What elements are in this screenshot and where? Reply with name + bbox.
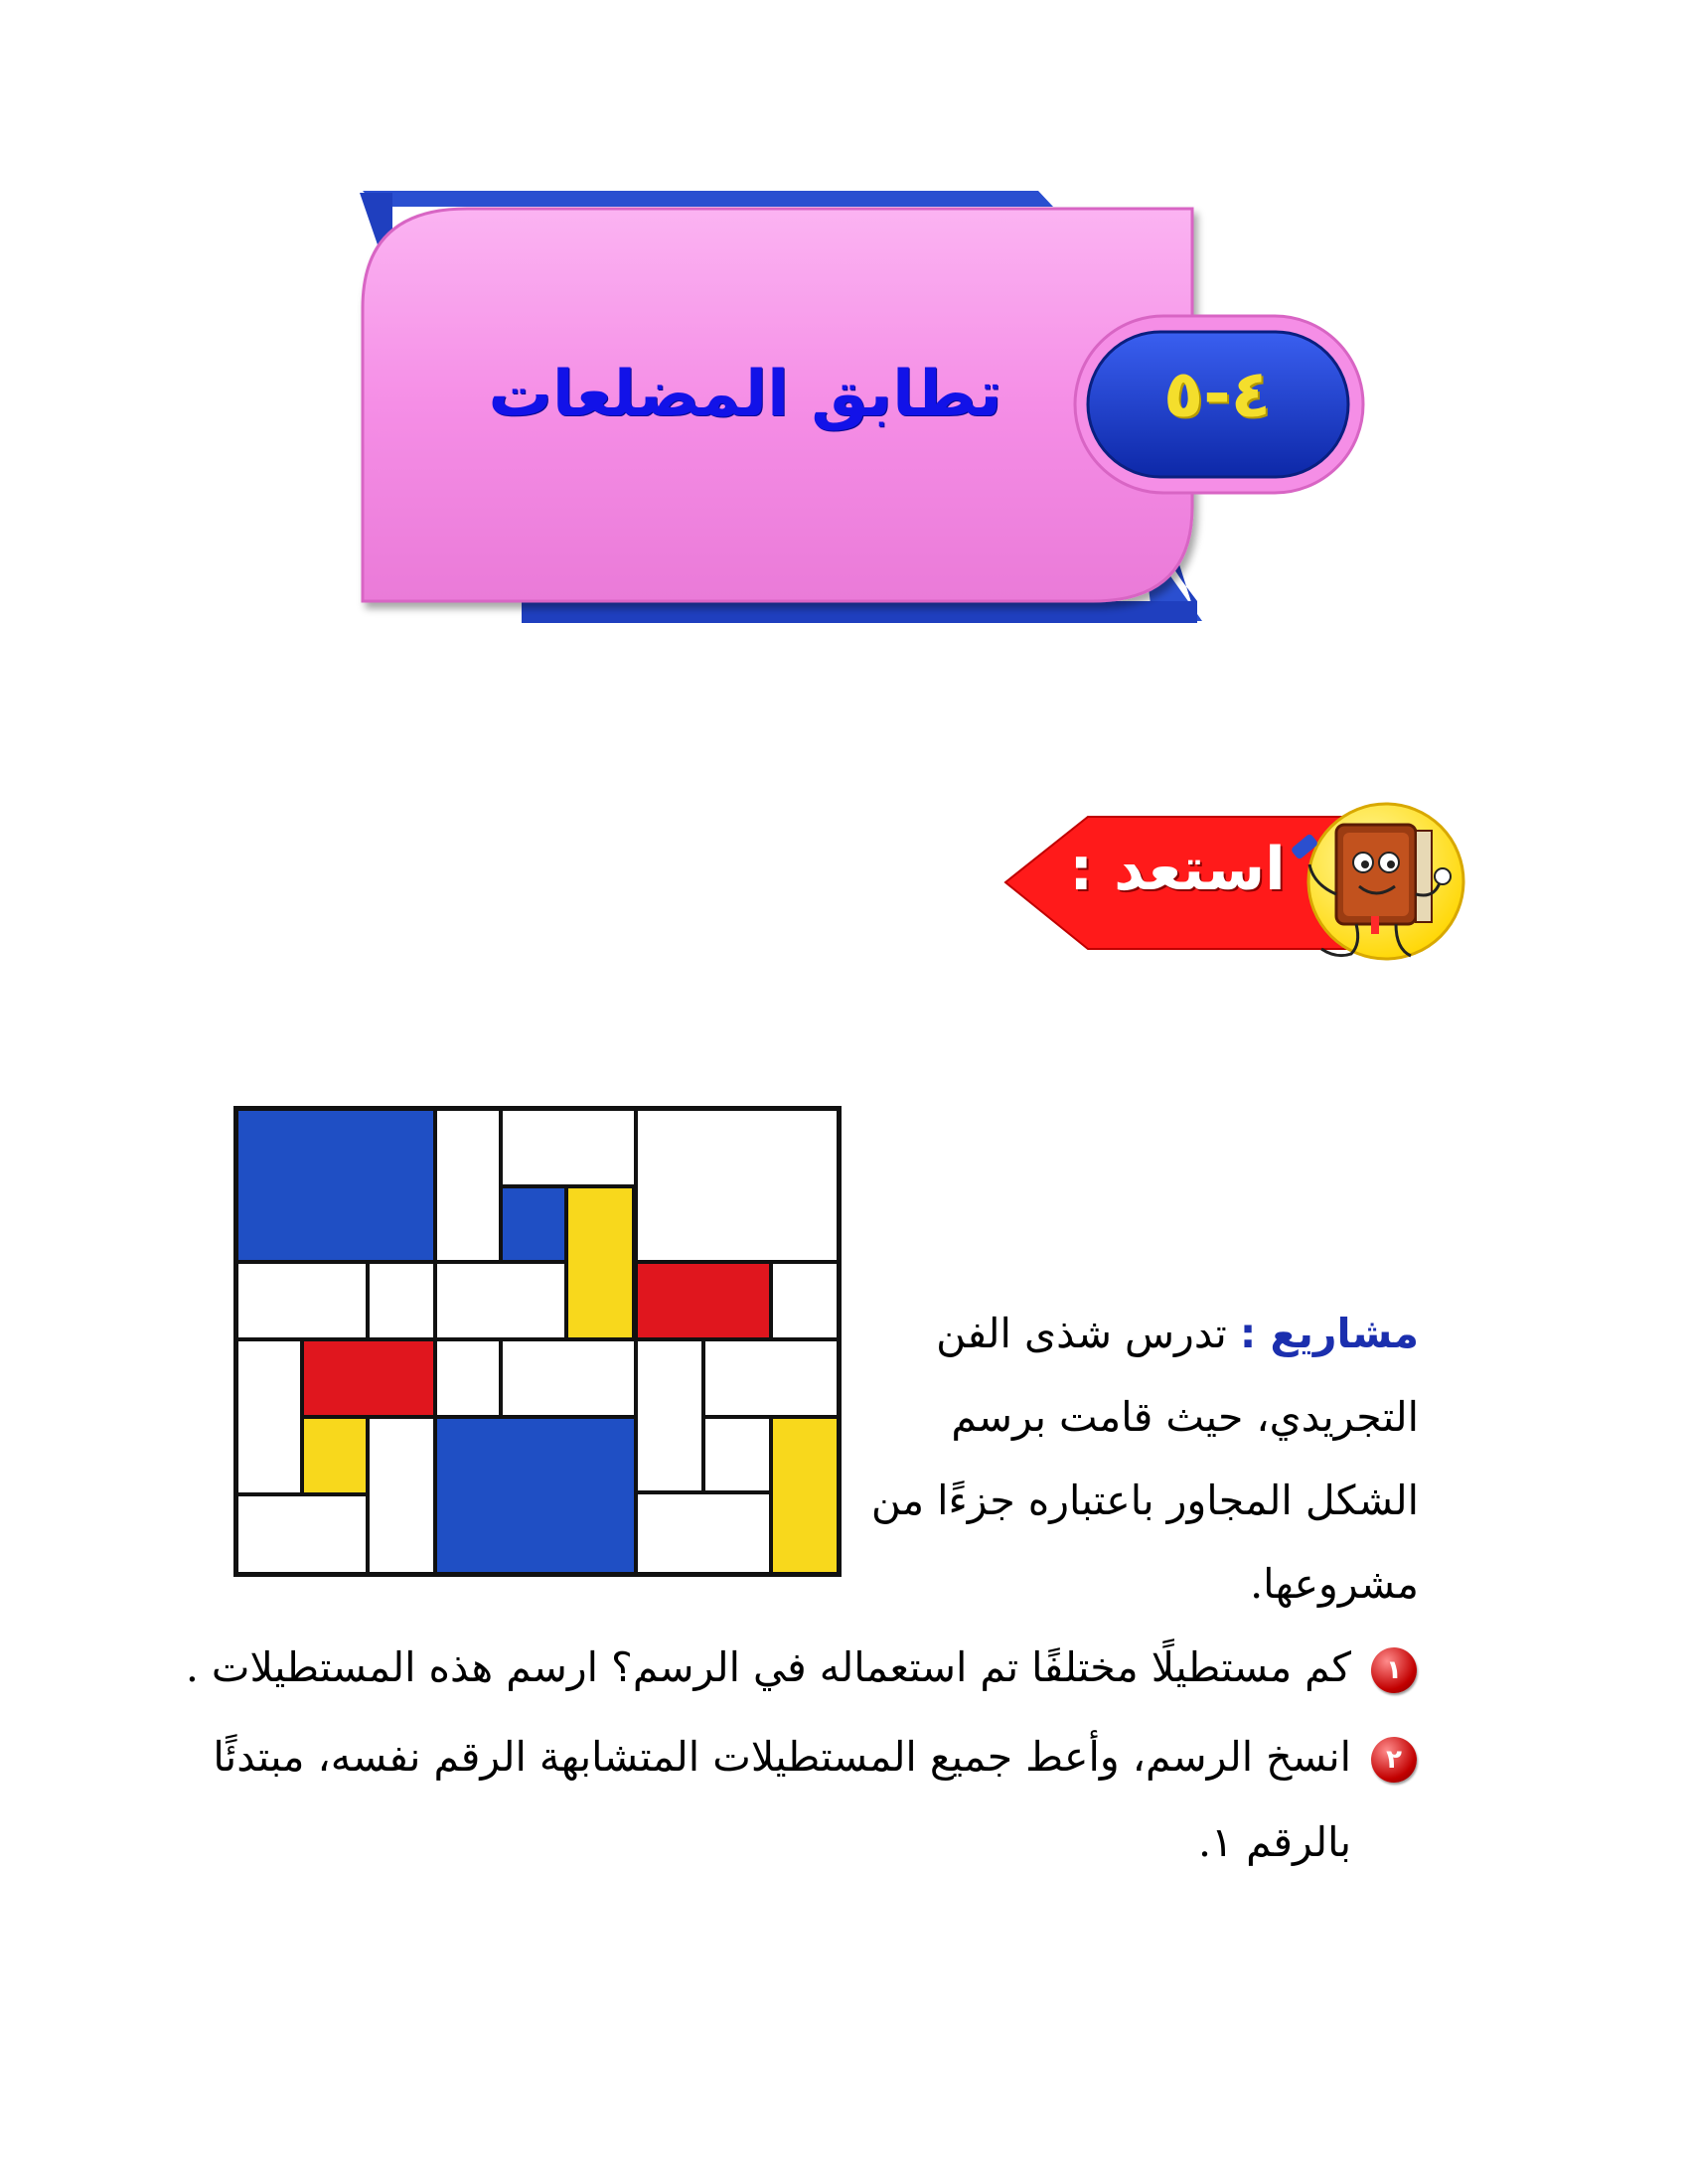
question-text: كم مستطيلًا مختلفًا تم استعماله في الرسم؟ ارسم هذه المستطيلات . xyxy=(185,1643,1351,1691)
lesson-title: تطابق المضلعات xyxy=(488,358,1002,431)
paragraph-line-4: مشروعها. xyxy=(1250,1560,1419,1608)
paragraph-line-1 xyxy=(936,1310,1419,1357)
paragraph-line-2: التجريدي، حيث قامت برسم xyxy=(951,1393,1419,1441)
question-text: انسخ الرسم، وأعط جميع المستطيلات المتشابهة الرقم نفسه، مبتدئًا xyxy=(213,1733,1351,1781)
ready-label: استعد : xyxy=(1069,835,1286,904)
abstract-art-figure xyxy=(236,1109,839,1574)
paragraph-text: تدرس شذى الفن xyxy=(936,1310,1227,1357)
lesson-number: ٤-٥ xyxy=(1163,356,1271,432)
paragraph-line-3: الشكل المجاور باعتباره جزءًا من xyxy=(870,1477,1419,1524)
projects-label: مشاريع : xyxy=(1239,1310,1419,1357)
question-number-badge: ٢ xyxy=(1371,1737,1417,1783)
question-text-continuation: بالرقم ١. xyxy=(1197,1818,1351,1866)
question-number-badge: ١ xyxy=(1371,1647,1417,1693)
